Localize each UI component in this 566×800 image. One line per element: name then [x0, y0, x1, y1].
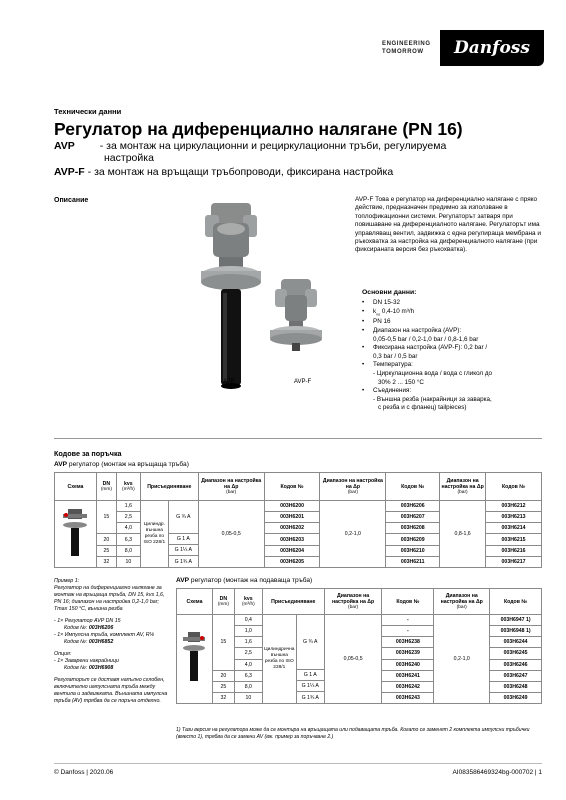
cell-connection	[262, 615, 324, 704]
cell-code: 003H6205	[264, 556, 320, 567]
cell-kvs: 1,6	[234, 637, 262, 648]
cell-kvs: 6,3	[234, 670, 262, 681]
table1-caption-text: регулатор (монтаж на връщаща тръба)	[67, 461, 189, 468]
section-label: Технически данни	[54, 107, 122, 116]
cell-dn: 25	[96, 545, 116, 556]
cell-kvs: 8,0	[116, 545, 140, 556]
order-example-note	[54, 578, 172, 705]
key-data-subitem: 30% 2 ... 150 °C	[378, 378, 424, 386]
cell-code: 003H6210	[386, 545, 440, 556]
header-dn: DN (mm)	[212, 589, 234, 615]
cell-code: 003H6213	[486, 512, 542, 523]
cell-code: 003H6217	[486, 556, 542, 567]
connection-text: Цилиндр. външна резба по ISO 228/1	[141, 501, 169, 567]
key-data-item: • Фиксирана настройка (AVP-F): 0,2 bar /	[362, 344, 542, 353]
avpf-code: AVP-F	[54, 166, 85, 178]
cell-code: 003H6207	[386, 512, 440, 523]
cell-code: 003H6209	[386, 534, 440, 545]
cell-kvs: 4,0	[116, 523, 140, 534]
cell-code: 003H6239	[382, 648, 434, 659]
header-kvs: kvs (m³/h)	[116, 473, 140, 501]
cell-code: 003H6249	[490, 692, 542, 703]
description-text: AVP-F Това е регулатор на диференциално налягане с пряко действие, предназначен предимно за използване в топлофикационни системи. Регулаторът затваря при повишаване на диференциалното налягане. Регулаторът има управляващ вентил, задвижка с една регулираща мембрана и ръкохватка за настройка на диференциалното налягане (при фиксираната версия без ръкохватка).	[355, 196, 541, 254]
header-code: Кодов №	[382, 589, 434, 615]
avp-text-continued: настройка	[104, 152, 154, 164]
header-range: Диапазон на настройка на Δp (bar)	[320, 473, 386, 501]
scheme-icon	[177, 615, 213, 704]
avp-valve-image	[201, 203, 261, 389]
product-photo	[175, 193, 347, 417]
valve-illustration	[175, 193, 347, 417]
cell-range: 0,8-1,6	[440, 501, 486, 568]
cell-kvs: 10	[234, 692, 262, 703]
avpf-valve-image	[270, 279, 322, 351]
note-line: Пример 1:	[54, 578, 80, 584]
tagline-line-1: ENGINEERING	[382, 41, 431, 47]
cell-thread: G ¾ A	[297, 615, 324, 670]
cell-code: 003H6201	[264, 512, 320, 523]
cell-code: -	[382, 615, 434, 626]
avpf-text: - за монтаж на връщащи тръбопроводи, фиксирана настройка	[87, 166, 394, 178]
table1-caption	[54, 461, 189, 468]
key-data-subitem: 0,05-0,5 bar / 0,2-1,0 bar / 0,8-1,6 bar	[373, 335, 479, 343]
cell-range: 0,2-1,0	[434, 615, 490, 704]
cell-code: 003H6203	[264, 534, 320, 545]
cell-code: 003H6247	[490, 670, 542, 681]
cell-dn: 15	[96, 501, 116, 534]
caption-avpf: AVP-F	[294, 379, 312, 385]
cell-code: 003H6248	[490, 681, 542, 692]
cell-kvs: 2,5	[116, 512, 140, 523]
cell-code: 003H6208	[386, 523, 440, 534]
cell-dn: 32	[96, 556, 116, 567]
table-footnote: 1) Тази версия на регулатора може да се монтира на връщащата или подаващата тръба. Когато се заменят 2 комплекта импулсни тръбички (вместо 1), трябва да се замени AV (вж. пример за поръчване 2.)	[176, 727, 530, 740]
cell-kvs: 1,0	[234, 626, 262, 637]
caption-avp: AVP	[223, 379, 235, 385]
key-data-item: • DN 15-32	[362, 299, 542, 308]
header-kvs: kvs (m³/h)	[234, 589, 262, 615]
footer-divider	[54, 763, 542, 764]
scheme-icon	[55, 501, 97, 568]
header-code: Кодов №	[264, 473, 320, 501]
cell-code: 003H6241	[382, 670, 434, 681]
cell-dn: 20	[212, 670, 234, 681]
cell-range: 0,2-1,0	[320, 501, 386, 568]
cell-code: 003H6214	[486, 523, 542, 534]
header-scheme: Схема	[55, 473, 97, 501]
header-code: Кодов №	[386, 473, 440, 501]
cell-dn: 15	[212, 615, 234, 671]
tagline-line-2: TOMORROW	[382, 49, 424, 55]
cell-code: 003H6206	[386, 501, 440, 512]
cell-thread: G 1 A	[169, 534, 198, 545]
cell-dn: 32	[212, 692, 234, 703]
cell-kvs: 4,0	[234, 659, 262, 670]
engineering-tomorrow-tagline	[382, 40, 431, 56]
key-data-item: • Диапазон на настройка (AVP):	[362, 327, 542, 336]
cell-kvs: 2,5	[234, 648, 262, 659]
cell-thread: G 1¼ A	[169, 545, 198, 556]
cell-connection	[140, 501, 198, 568]
order-table-return	[54, 472, 542, 568]
table2-caption-text: регулатор (монтаж на подаваща тръба)	[189, 577, 313, 584]
cell-code: 003H6243	[382, 692, 434, 703]
avp-text: - за монтаж на циркулационни и рециркулационни тръби, регулируема	[99, 140, 447, 152]
note-line: - 1× Заварени накрайници	[54, 658, 119, 664]
note-line: Регулаторът се доставя напълно сглобен, включително импулсната тръба между вентила и задвижката. Външната импулсна тръба (AV) трябва да се поръча отделно.	[54, 677, 168, 704]
cell-thread: G 1¾ A	[174, 558, 192, 565]
logo-text: Danfoss	[454, 38, 530, 58]
cell-code: 003H6245	[490, 648, 542, 659]
cell-kvs: 10	[116, 556, 140, 567]
footer-copyright: © Danfoss | 2020.06	[54, 769, 114, 776]
note-line: - 1× Регулатор AVP DN 15	[54, 618, 121, 624]
note-line: Кодов №: 003H6206	[64, 625, 114, 631]
header-range: Диапазон на настройка на Δp (bar)	[440, 473, 486, 501]
cell-kvs: 6,3	[116, 534, 140, 545]
cell-code: 003H6246	[490, 659, 542, 670]
key-data-list	[362, 299, 542, 413]
cell-code: 003H6947 1)	[490, 615, 542, 626]
note-line: Кодов №: 003H6908	[64, 665, 114, 671]
cell-code: -	[382, 626, 434, 637]
connection-text: Цилиндрична външна резба по ISO 228/1	[263, 615, 297, 703]
section-divider	[54, 438, 542, 439]
note-line: Опция:	[54, 651, 72, 657]
header-code: Кодов №	[486, 473, 542, 501]
subtitle-avp	[54, 140, 534, 164]
cell-code: 003H6238	[382, 637, 434, 648]
cell-code: 003H6948 1)	[490, 626, 542, 637]
cell-code: 003H6215	[486, 534, 542, 545]
cell-code: 003H6200	[264, 501, 320, 512]
table1-caption-code: AVP	[54, 461, 68, 468]
header-range: Диапазон на настройка на Δp (bar)	[324, 589, 382, 615]
table2-caption-code: AVP	[176, 577, 190, 584]
key-data-subitem: с резба и с фланец) tailpieces)	[378, 404, 467, 412]
header-range: Диапазон на настройка на Δp (bar)	[434, 589, 490, 615]
cell-thread: G ¾ A	[169, 501, 198, 534]
cell-code: 003H6240	[382, 659, 434, 670]
header-range: Диапазон на настройка на Δp (bar)	[198, 473, 264, 501]
cell-code: 003H6216	[486, 545, 542, 556]
cell-code: 003H6244	[490, 637, 542, 648]
key-data-subitem: - Циркулационна вода / вода с гликол до	[373, 370, 493, 377]
note-line: Кодов №: 003H6852	[64, 639, 114, 645]
header-code: Кодов №	[490, 589, 542, 615]
header-connection: Присъединяване	[262, 589, 324, 615]
cell-code: 003H6211	[386, 556, 440, 567]
order-table-supply	[176, 588, 542, 704]
danfoss-logo	[440, 30, 544, 66]
cell-code: 003H6202	[264, 523, 320, 534]
header-dn: DN (mm)	[96, 473, 116, 501]
key-data-subitem: 0,3 bar / 0,5 bar	[373, 352, 418, 360]
footer-doc-id: AI083586469324bg-000702 | 1	[452, 769, 542, 776]
cell-code: 003H6242	[382, 681, 434, 692]
key-data-item: • Температура:	[362, 361, 542, 370]
cell-dn: 20	[96, 534, 116, 545]
table2-caption	[176, 577, 312, 584]
cell-dn: 25	[212, 681, 234, 692]
key-data-title: Основни данни:	[362, 289, 417, 296]
key-data-item: • $k_{vs}$ 0,4-10 m³/h	[362, 308, 542, 319]
table-row	[55, 501, 542, 512]
cell-range: 0,05-0,5	[198, 501, 264, 568]
cell-code: 003H6212	[486, 501, 542, 512]
avp-code: AVP	[54, 140, 75, 152]
cell-thread: G 1¾ A	[301, 694, 319, 701]
header-connection: Присъединяване	[140, 473, 198, 501]
key-data-item: • PN 16	[362, 318, 542, 327]
note-line: - 1× Импулсна тръба, комплект AV, R⅛	[54, 632, 155, 638]
description-label: Описание	[54, 197, 89, 204]
page-title: Регулатор на диференциално налягане (PN 16)	[54, 119, 463, 139]
header-scheme: Схема	[177, 589, 213, 615]
key-data-subitem: - Външна резба (накрайници за заварка,	[373, 395, 492, 403]
cell-thread: G 1 A	[297, 670, 324, 681]
table-row	[177, 615, 542, 626]
order-codes-title: Кодове за поръчка	[54, 449, 122, 458]
subtitle-avpf	[54, 166, 393, 178]
cell-kvs: 0,4	[234, 615, 262, 626]
cell-code: 003H6204	[264, 545, 320, 556]
cell-kvs: 8,0	[234, 681, 262, 692]
cell-thread: G 1¼ A	[297, 681, 324, 692]
cell-kvs: 1,6	[116, 501, 140, 512]
note-line: Регулатор на диференциално налягане за монтаж на връщаща тръба, DN 15, kvs 1,6, PN 16; диапазон на настройка 0,2-1,0 bar; Tmax 150 °C, външна резба	[54, 585, 165, 612]
key-data-item: • Съединения:	[362, 387, 542, 396]
cell-range: 0,05-0,5	[324, 615, 382, 704]
